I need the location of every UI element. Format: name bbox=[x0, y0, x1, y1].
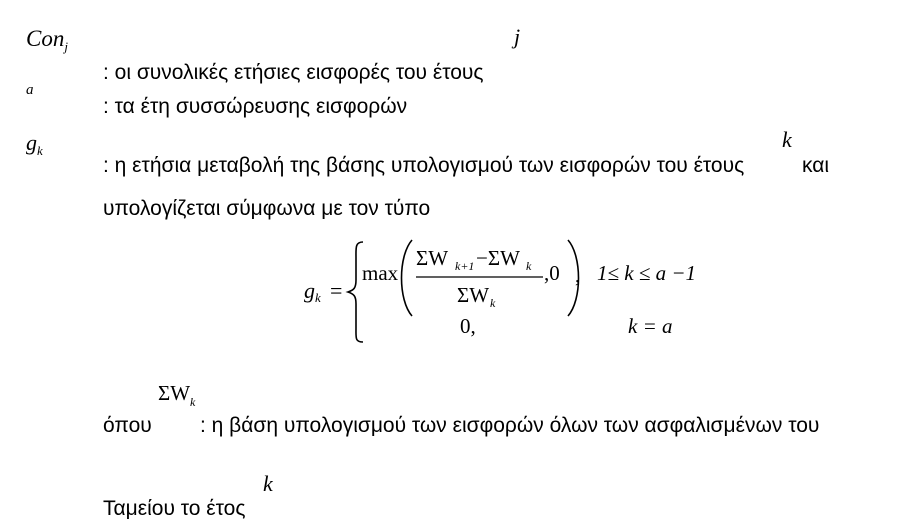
denominator-sub: k bbox=[490, 296, 496, 310]
sumw-description: : η βάση υπολογισμού των εισφορών όλων των ασφαλισμένων του bbox=[200, 414, 820, 437]
left-brace-icon bbox=[348, 242, 363, 342]
con-description: : οι συνολικές ετήσιες εισφορές του έτους bbox=[103, 61, 484, 84]
formula-lhs-sub: k bbox=[315, 290, 321, 305]
k-marker-bottom: k bbox=[263, 471, 273, 496]
sumw-symbol bbox=[158, 381, 195, 410]
numerator-minus: −ΣW bbox=[476, 246, 520, 270]
denominator: ΣW bbox=[457, 283, 490, 307]
left-paren-icon bbox=[402, 240, 413, 316]
fund-year-text: Ταμείου το έτος bbox=[103, 497, 246, 520]
g-symbol bbox=[26, 130, 43, 159]
numerator-sigma: ΣW bbox=[416, 246, 449, 270]
sumw-sub: k bbox=[190, 395, 196, 409]
g-symbol-sub: k bbox=[37, 143, 43, 158]
case1-condition: 1≤ k ≤ a −1 bbox=[597, 261, 697, 285]
formula-equals: = bbox=[330, 278, 343, 303]
g-description-continuation: υπολογίζεται σύμφωνα με τον τύπο bbox=[103, 197, 431, 220]
sumw-label: ΣW bbox=[158, 381, 191, 405]
formula-lhs: g bbox=[304, 278, 315, 303]
a-symbol: a bbox=[26, 82, 34, 98]
j-marker: j bbox=[514, 24, 521, 49]
where-label: όπου bbox=[103, 414, 152, 437]
g-description: : η ετήσια μεταβολή της βάσης υπολογισμού των εισφορών του έτους bbox=[103, 154, 745, 177]
numerator-sub: k+1 bbox=[455, 259, 475, 273]
formula-max: max bbox=[362, 261, 399, 285]
formula-comma-zero: ,0 bbox=[544, 261, 560, 285]
minus-sub: k bbox=[526, 259, 532, 273]
con-symbol-sub: j bbox=[64, 39, 68, 54]
g-description-and: και bbox=[802, 154, 830, 177]
formula-svg bbox=[300, 236, 720, 348]
con-symbol bbox=[26, 26, 68, 55]
case2-condition: k = a bbox=[628, 314, 673, 338]
g-symbol-main: g bbox=[26, 130, 37, 155]
formula-comma: , bbox=[575, 263, 581, 287]
gk-formula bbox=[300, 236, 720, 353]
case2-value: 0, bbox=[460, 314, 476, 338]
a-description: : τα έτη συσσώρευσης εισφορών bbox=[103, 95, 408, 118]
con-symbol-main: Con bbox=[26, 26, 65, 51]
k-marker-top: k bbox=[782, 127, 792, 152]
